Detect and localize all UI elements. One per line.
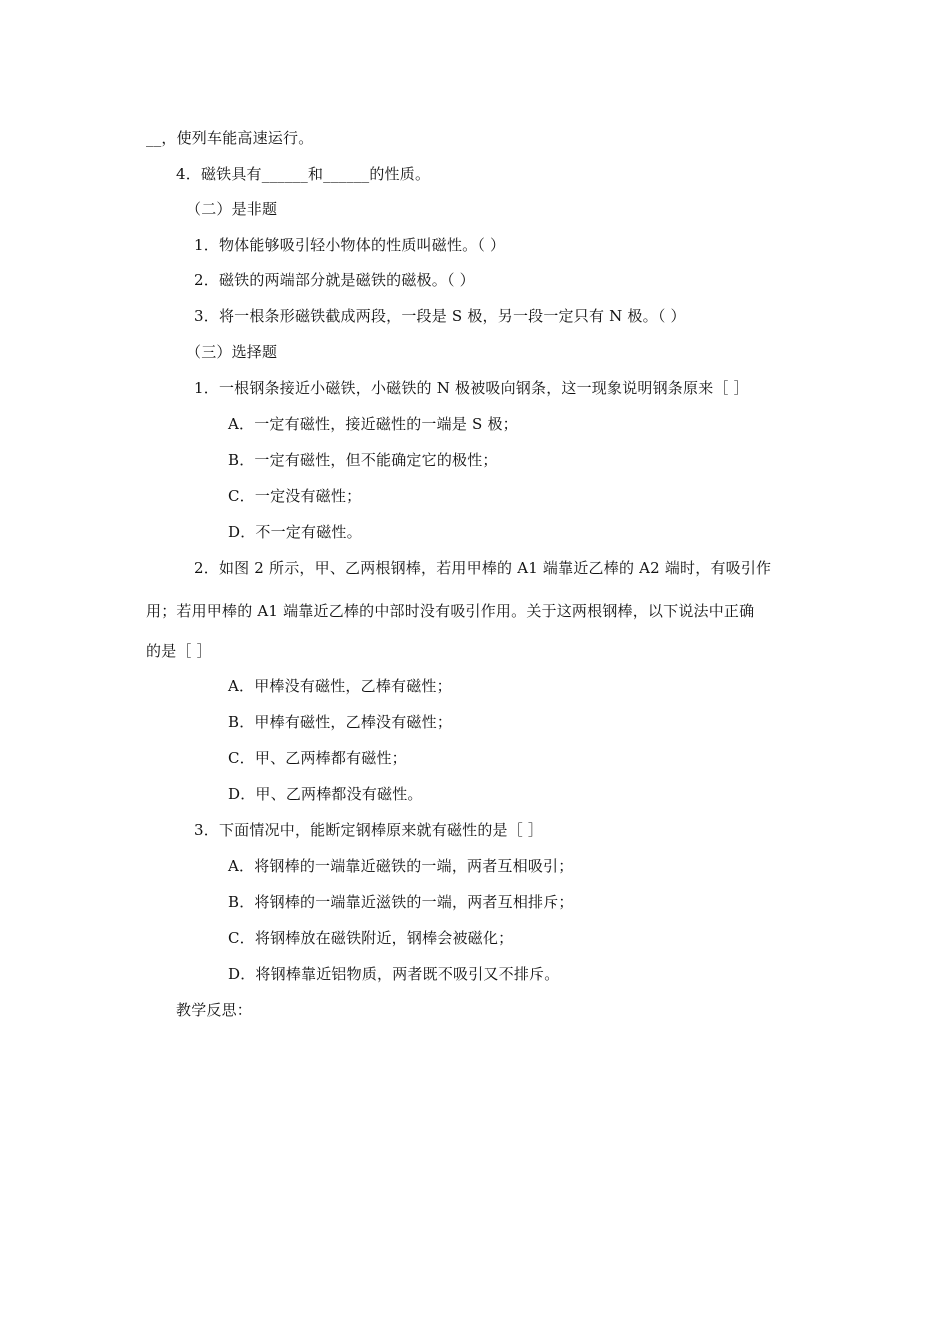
teaching-reflection-label: 教学反思：	[176, 1001, 253, 1019]
section-heading-multiple-choice: （三）选择题	[186, 343, 278, 361]
q1-option-c: C．一定没有磁性；	[228, 487, 362, 505]
q1-option-b: B．一定有磁性，但不能确定它的极性；	[228, 451, 498, 469]
section-heading-true-false: （二）是非题	[186, 200, 278, 218]
text-line-continuation: __，使列车能高速运行。	[146, 129, 314, 147]
choice-question-3: 3．下面情况中，能断定钢棒原来就有磁性的是［ ］	[194, 821, 544, 839]
choice-question-2-line-1: 2．如图 2 所示，甲、乙两根钢棒，若用甲棒的 A1 端靠近乙棒的 A2 端时，有吸引作	[194, 559, 772, 577]
q2-option-d: D．甲、乙两棒都没有磁性。	[228, 785, 423, 803]
q3-option-d: D．将钢棒靠近铝物质，两者既不吸引又不排斥。	[228, 965, 560, 983]
q3-option-b: B．将钢棒的一端靠近滋铁的一端，两者互相排斥；	[228, 893, 574, 911]
q1-option-a: A．一定有磁性，接近磁性的一端是 S 极；	[228, 415, 518, 433]
q3-option-c: C．将钢棒放在磁铁附近，钢棒会被磁化；	[228, 929, 514, 947]
q2-option-a: A．甲棒没有磁性，乙棒有磁性；	[228, 677, 452, 695]
choice-question-2-line-3: 的是［ ］	[146, 642, 212, 660]
true-false-question-1: 1．物体能够吸引轻小物体的性质叫磁性。（ ）	[194, 236, 506, 254]
fill-blank-question-4: 4．磁铁具有______和______的性质。	[176, 165, 431, 183]
choice-question-1: 1．一根钢条接近小磁铁，小磁铁的 N 极被吸向钢条，这一现象说明钢条原来［ ］	[194, 379, 749, 397]
q3-option-a: A．将钢棒的一端靠近磁铁的一端，两者互相吸引；	[228, 857, 574, 875]
q2-option-b: B．甲棒有磁性，乙棒没有磁性；	[228, 713, 453, 731]
q1-option-d: D．不一定有磁性。	[228, 523, 362, 541]
true-false-question-3: 3．将一根条形磁铁截成两段，一段是 S 极，另一段一定只有 N 极。（ ）	[194, 307, 686, 325]
true-false-question-2: 2．磁铁的两端部分就是磁铁的磁极。（ ）	[194, 271, 475, 289]
q2-option-c: C．甲、乙两棒都有磁性；	[228, 749, 407, 767]
choice-question-2-line-2: 用；若用甲棒的 A1 端靠近乙棒的中部时没有吸引作用。关于这两根钢棒，以下说法中正确	[146, 602, 755, 620]
